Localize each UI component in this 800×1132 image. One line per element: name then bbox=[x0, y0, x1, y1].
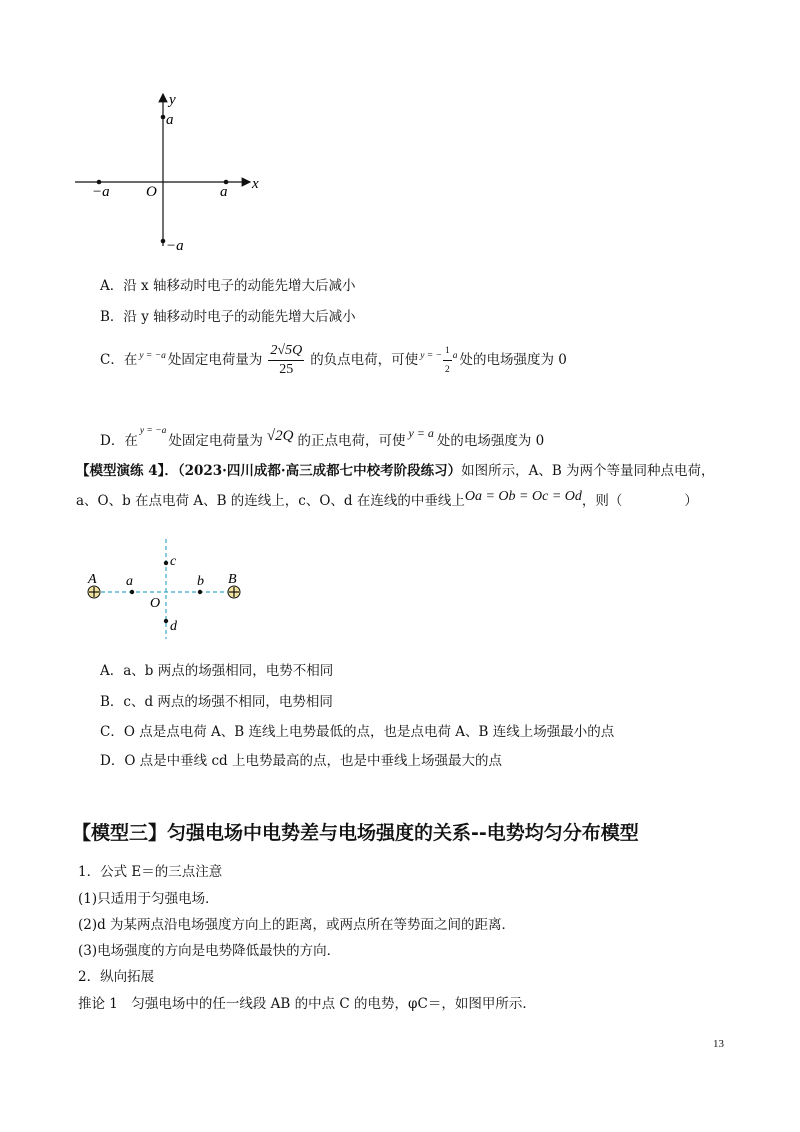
q3-option-d bbox=[100, 410, 544, 450]
q3d-tail: 处的电场强度为 0 bbox=[436, 433, 545, 449]
q3-option-b: B．沿 y 轴移动时电子的动能先增大后减小 bbox=[100, 309, 356, 325]
q4-option-a: A．a、b 两点的场强相同，电势不相同 bbox=[100, 663, 334, 679]
q4-stem-line2 bbox=[76, 489, 698, 510]
q3c-cond: y = −a bbox=[139, 351, 166, 361]
q3d-mid2: 的正点电荷，可使 bbox=[297, 433, 406, 449]
q3c-target-var: a bbox=[452, 351, 458, 361]
q3-option-c bbox=[100, 338, 567, 382]
label-c: c bbox=[170, 554, 177, 569]
section-line-1: 1．公式 E＝的三点注意 bbox=[78, 864, 223, 880]
q3c-target-num: 1 bbox=[443, 342, 452, 361]
q3d-target: y = a bbox=[408, 426, 434, 440]
label-O: O bbox=[150, 596, 161, 611]
x-axis-label: x bbox=[252, 176, 259, 192]
label-d: d bbox=[170, 619, 177, 634]
axes-diagram bbox=[60, 88, 280, 258]
q3-option-a: A．沿 x 轴移动时电子的动能先增大后减小 bbox=[100, 278, 356, 294]
q4-source: ．（2023·四川成都·高三成都七中校考阶段练习） bbox=[164, 463, 462, 479]
point-pos-y bbox=[161, 115, 166, 120]
section-line-4: (3)电场强度的方向是电势降低最快的方向． bbox=[78, 943, 341, 959]
section-line-6: 推论 1 匀强电场中的任一线段 AB 的中点 C 的电势，φC＝，如图甲所示． bbox=[78, 996, 536, 1012]
q3d-cond: y = −a bbox=[139, 426, 167, 436]
q4-option-c: C．O 点是点电荷 A、B 连线上电势最低的点，也是点电荷 A、B 连线上场强最小的点 bbox=[100, 724, 615, 740]
page-number: 13 bbox=[713, 1038, 724, 1050]
point-c bbox=[164, 561, 168, 565]
point-d bbox=[164, 619, 168, 623]
point-b bbox=[198, 590, 202, 594]
q3d-charge: √2Q bbox=[266, 428, 294, 444]
section-line-5: 2．纵向拓展 bbox=[78, 969, 155, 985]
label-B: B bbox=[228, 572, 237, 587]
q4-eq: Oa = Ob = Oc = Od bbox=[464, 489, 582, 504]
section-line-3: (2)d 为某两点沿电场强度方向上的距离，或两点所在等势面之间的距离． bbox=[78, 917, 516, 933]
q4-stem-line1 bbox=[76, 462, 715, 480]
y-axis-label: y bbox=[169, 92, 176, 108]
point-a bbox=[130, 590, 134, 594]
q4-option-d: D．O 点是中垂线 cd 上电势最高的点，也是中垂线上场强最大的点 bbox=[100, 753, 502, 769]
q3c-fraction bbox=[268, 342, 304, 379]
point-neg-y bbox=[161, 239, 166, 244]
q4-then: ，则（ bbox=[581, 493, 623, 509]
section-line-2: (1)只适用于匀强电场． bbox=[78, 891, 219, 907]
q3c-label: C．在 bbox=[100, 352, 138, 368]
q3d-label: D．在 bbox=[100, 433, 138, 449]
q3c-target-pre: y = − bbox=[420, 351, 442, 361]
q3c-mid1: 处固定电荷量为 bbox=[167, 352, 263, 368]
q3c-target-den: 2 bbox=[444, 364, 450, 375]
charges-diagram bbox=[80, 535, 260, 645]
q4-stem2: a、O、b 在点电荷 A、B 的连线上，c、O、d 在连线的中垂线上 bbox=[76, 493, 465, 509]
q3c-target-fraction bbox=[443, 342, 452, 379]
q3c-tail: 处的电场强度为 0 bbox=[459, 352, 567, 368]
pos-x-label: a bbox=[220, 184, 228, 200]
q3c-frac-den: 25 bbox=[279, 361, 294, 377]
q4-stem1: 如图所示，A、B 为两个等量同种点电荷， bbox=[461, 463, 715, 479]
q3c-frac-num: 2√5Q bbox=[268, 342, 304, 361]
q3c-mid2: 的负点电荷，可使 bbox=[310, 352, 419, 368]
neg-y-label: −a bbox=[166, 238, 184, 254]
q4-tag: 【模型演练 4】 bbox=[76, 463, 165, 479]
q4-option-b: B．c、d 两点的场强不相同，电势相同 bbox=[100, 694, 333, 710]
q3d-mid1: 处固定电荷量为 bbox=[168, 433, 263, 449]
q4-close: ） bbox=[684, 493, 698, 509]
pos-y-label: a bbox=[166, 112, 174, 128]
label-a: a bbox=[126, 574, 133, 589]
label-A: A bbox=[88, 572, 97, 587]
section-title: 【模型三】匀强电场中电势差与电场强度的关系--电势均匀分布模型 bbox=[72, 822, 639, 844]
label-b: b bbox=[197, 574, 204, 589]
origin-label: O bbox=[146, 184, 157, 200]
neg-x-label: −a bbox=[92, 184, 110, 200]
